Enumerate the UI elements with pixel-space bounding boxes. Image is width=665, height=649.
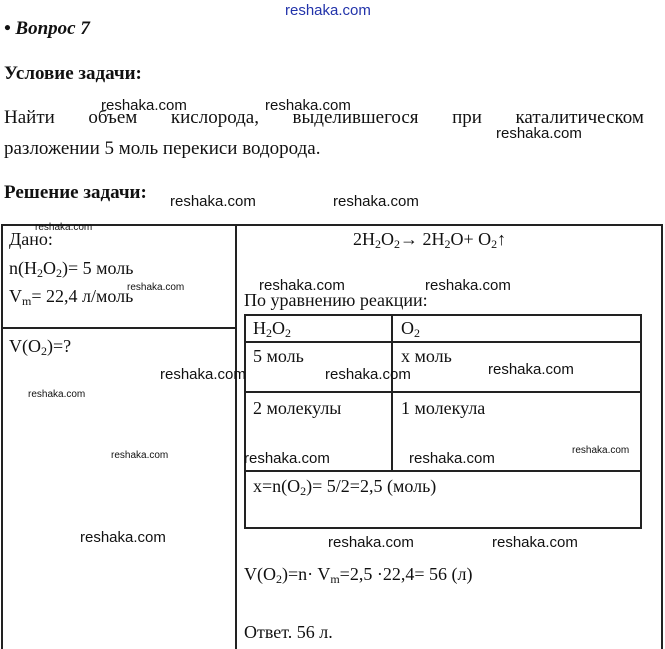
find-value: $V(O_2)=$? bbox=[9, 336, 72, 358]
by-equation-label: По уравнению реакции: bbox=[244, 290, 428, 310]
inner-table-left bbox=[244, 314, 246, 529]
inner-table-bottom bbox=[244, 527, 642, 529]
given-title: Дано: bbox=[9, 229, 53, 249]
condition-heading: Условие задачи: bbox=[4, 63, 142, 84]
given-vm: $V_m= 22,4$ л/моль bbox=[9, 286, 134, 308]
cell-molecules-h2o2: 2 молекулы bbox=[253, 398, 342, 418]
watermark[interactable]: reshaka.com bbox=[160, 366, 246, 383]
watermark[interactable]: reshaka.com bbox=[111, 450, 169, 461]
table-right-border bbox=[661, 224, 663, 649]
table-center-divider bbox=[235, 224, 237, 649]
watermark[interactable]: reshaka.com bbox=[170, 193, 256, 210]
answer-text: Ответ. 56 л. bbox=[244, 622, 333, 642]
watermark[interactable]: reshaka.com bbox=[572, 445, 630, 456]
watermark[interactable]: reshaka.com bbox=[488, 361, 574, 378]
problem-word: каталитическом bbox=[515, 107, 644, 128]
reaction-equation: $2H_2O_2\to 2H_2O+$ $O_2↑$ bbox=[353, 229, 507, 251]
table-left-border bbox=[1, 224, 3, 649]
problem-line-2: разложении 5 моль перекиси водорода. bbox=[4, 138, 321, 159]
col-header-o2: $O_2$ bbox=[401, 318, 420, 340]
inner-table-mid bbox=[391, 314, 393, 472]
problem-word: объем bbox=[88, 107, 138, 128]
watermark[interactable]: reshaka.com bbox=[496, 125, 582, 142]
problem-word: выделившегося bbox=[292, 107, 419, 128]
question-title: • Вопрос 7 bbox=[4, 18, 90, 39]
col-header-h2o2: $H_2O_2$ bbox=[253, 318, 291, 340]
watermark[interactable]: reshaka.com bbox=[325, 366, 411, 383]
watermark[interactable]: reshaka.com bbox=[425, 277, 511, 294]
solution-heading: Решение задачи: bbox=[4, 182, 147, 203]
given-divider bbox=[1, 327, 237, 329]
cell-moles-o2: x моль bbox=[401, 346, 452, 366]
cell-calculation: $x=n(O_2)= 5/2=2,5$ (моль) bbox=[253, 476, 437, 498]
watermark[interactable]: reshaka.com bbox=[35, 222, 93, 233]
problem-word: при bbox=[452, 107, 482, 128]
volume-calculation: $V(O_2)=n\cdot V_m=2,5 \cdot 22,4= 56$ (л) bbox=[244, 564, 473, 586]
cell-moles-h2o2: 5 моль bbox=[253, 346, 304, 366]
watermark-top[interactable]: reshaka.com bbox=[285, 2, 371, 19]
given-n: $n(H_2O_2)= 5$ моль bbox=[9, 258, 134, 280]
inner-table-top bbox=[244, 314, 642, 316]
watermark[interactable]: reshaka.com bbox=[333, 193, 419, 210]
inner-table-row-2 bbox=[244, 391, 642, 393]
inner-table-row-1 bbox=[244, 341, 642, 343]
watermark[interactable]: reshaka.com bbox=[80, 529, 166, 546]
watermark[interactable]: reshaka.com bbox=[259, 277, 345, 294]
inner-table-row-3 bbox=[244, 470, 642, 472]
watermark[interactable]: reshaka.com bbox=[101, 97, 187, 114]
watermark[interactable]: reshaka.com bbox=[127, 282, 185, 293]
problem-word: кислорода, bbox=[170, 107, 259, 128]
watermark[interactable]: reshaka.com bbox=[244, 450, 330, 467]
watermark[interactable]: reshaka.com bbox=[328, 534, 414, 551]
watermark[interactable]: reshaka.com bbox=[265, 97, 351, 114]
table-top-border bbox=[1, 224, 663, 226]
problem-word: Найти bbox=[4, 107, 55, 128]
watermark[interactable]: reshaka.com bbox=[28, 389, 86, 400]
watermark[interactable]: reshaka.com bbox=[409, 450, 495, 467]
cell-molecules-o2: 1 молекула bbox=[401, 398, 486, 418]
watermark[interactable]: reshaka.com bbox=[492, 534, 578, 551]
inner-table-right bbox=[640, 314, 642, 529]
